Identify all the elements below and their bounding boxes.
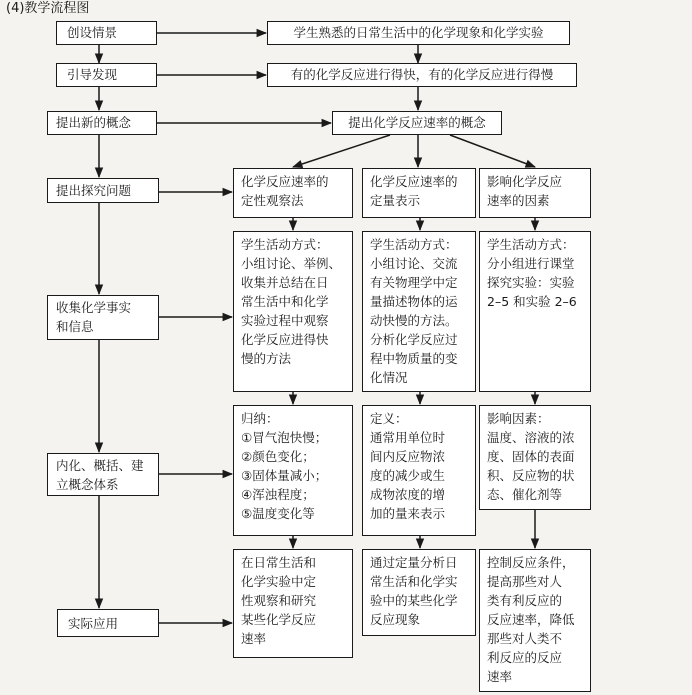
box-fast-slow-reactions: 有的化学反应进行得快，有的化学反应进行得慢 — [267, 63, 577, 87]
col1-student-activity: 学生活动方式： 小组讨论、举例、 收集并总结在日 常生活中和化学 实验过程中观察 化学反应进得快 慢的方法 — [233, 231, 353, 392]
page-title: (4)教学流程图 — [6, 1, 90, 16]
col3-application: 控制反应条件， 提高那些对人 类有利反应的 反应速率，降低 那些对人类不 利反应的反应 速率 — [479, 549, 591, 692]
col3-factors-list: 影响因素： 温度、溶液的浓 度、固体的表面 积、反应物的状 态、催化剂等 — [479, 405, 591, 510]
arrow-t3-c1 — [293, 135, 390, 167]
step-internalize: 内化、概括、建 立概念体系 — [47, 453, 159, 496]
col2-student-activity: 学生活动方式： 小组讨论、交流 有关物理学中定 量描述物体的运 动快慢的方法。 分析化学反应过 程中物质量的变 化情况 — [362, 231, 476, 392]
arrow-t3-c3 — [450, 135, 535, 167]
box-familiar-phenomena: 学生熟悉的日常生活中的化学现象和化学实验 — [267, 21, 570, 45]
col2-quantitative-expression: 化学反应速率的 定量表示 — [362, 168, 476, 218]
col1-qualitative-method: 化学反应速率的 定性观察法 — [233, 168, 353, 218]
step-propose-concept: 提出新的概念 — [47, 111, 157, 135]
step-create-scenario: 创设情景 — [56, 21, 157, 45]
step-propose-question: 提出探究问题 — [47, 178, 159, 203]
col3-student-activity: 学生活动方式： 分小组进行课堂 探究实验：实验 2–5 和实验 2–6 — [479, 231, 591, 392]
col2-application: 通过定量分析日 常生活和化学实 验中的某些化学 反应现象 — [362, 549, 476, 636]
step-collect-facts: 收集化学事实 和信息 — [47, 295, 159, 340]
step-guide-discovery: 引导发现 — [56, 63, 157, 87]
col1-summary: 归纳： ①冒气泡快慢； ②颜色变化； ③固体量减小； ④浑浊程度； ⑤温度变化等 — [233, 405, 353, 536]
col1-application: 在日常生活和 化学实验中定 性观察和研究 某些化学反应 速率 — [233, 549, 353, 658]
box-reaction-rate-concept: 提出化学反应速率的概念 — [332, 111, 502, 135]
step-apply: 实际应用 — [57, 609, 159, 637]
col2-definition: 定义： 通常用单位时 间内反应物浓 度的减少或生 成物浓度的增 加的量来表示 — [362, 405, 476, 536]
col3-influencing-factors: 影响化学反应 速率的因素 — [479, 168, 591, 218]
